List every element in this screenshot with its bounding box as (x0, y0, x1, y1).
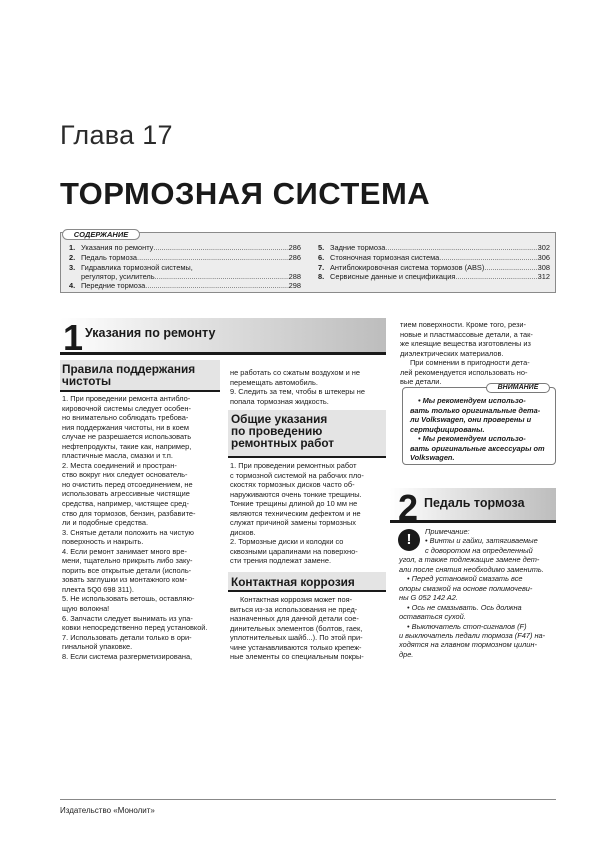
toc-num: 6. (318, 253, 325, 262)
text-line: скостях тормозных дисков часто об- (230, 480, 355, 490)
text-line: вать оригинальные аксессуары от (410, 443, 545, 453)
text-line: ли Volkswagen, они проверены и (410, 415, 532, 424)
text-line: чине устанавливаются только крепеж- (230, 642, 362, 652)
toc-leader (439, 253, 537, 263)
toc-leader (385, 243, 537, 253)
toc-item[interactable] (318, 272, 550, 282)
text-line: Тонкие трещины длиной до 10 мм не (230, 499, 358, 509)
toc-num: 4. (69, 281, 76, 290)
toc-num: 8. (318, 272, 325, 281)
text-line: щую волокна! (62, 604, 110, 614)
text-line: Примечание: (425, 527, 470, 536)
toc-item[interactable] (69, 243, 301, 253)
text-line: кировочной системы следует особен- (62, 403, 191, 413)
text-line: Volkswagen. (410, 453, 455, 462)
toc-leader (145, 281, 288, 291)
subheading-rule (228, 590, 386, 592)
text-line: с тормозной системой на рабочих пло- (230, 470, 364, 480)
column-2-top-text (230, 368, 386, 406)
text-line: 2. Тормозные диски и колодки со (230, 537, 344, 547)
text-line: ны G 052 142 A2. (399, 593, 458, 603)
toc-title: регулятор, усилитель (81, 272, 155, 281)
text-line: 2. Места соединений и простран- (62, 460, 177, 470)
page-title: ТОРМОЗНАЯ СИСТЕМА (60, 176, 431, 211)
subheading-rule (60, 390, 220, 392)
text-line: • Ось не смазывать. Ось должна (407, 602, 522, 612)
text-line: сертифицированы. (410, 424, 485, 434)
text-line: поверхность и накрыть. (62, 537, 144, 547)
text-line: оставаться сухой. (399, 612, 466, 622)
toc-num: 5. (318, 243, 325, 252)
text-line: • Винты и гайки, затягиваемые (425, 536, 538, 546)
text-line: 9. Следить за тем, чтобы в штекеры не (230, 387, 365, 397)
toc-page: 288 (288, 272, 301, 281)
text-line: 5. Не использовать ветошь, оставляю- (62, 594, 195, 604)
toc-badge: СОДЕРЖАНИЕ (62, 229, 140, 240)
text-line: ство вокруг них следует основатель- (62, 470, 188, 480)
toc-num: 3. (69, 263, 76, 272)
section-2-title: Педаль тормоза (424, 496, 525, 510)
text-line: 1. При проведении ремонта антибло- (62, 394, 191, 403)
text-line: • Мы рекомендуем использо- (418, 434, 526, 443)
toc-item[interactable] (69, 253, 301, 263)
section-2-number: 2 (398, 487, 419, 528)
toc-leader (455, 272, 537, 282)
text-line: 3. Снятые детали положить на чистую (62, 527, 194, 537)
text-line: не работать со сжатым воздухом и не (230, 368, 360, 377)
text-line: Контактная коррозия может поя- (240, 595, 353, 604)
text-line: уплотнительных шайб...). По этой при- (230, 633, 363, 643)
text-line: и выключатель педали тормоза (F47) на- (399, 630, 546, 640)
text-line: зовать заглушки из монтажного ком- (62, 575, 187, 585)
text-line: ли и подобные средства. (62, 518, 148, 528)
toc-title: Указания по ремонту (81, 243, 154, 252)
toc-title: Сервисные данные и спецификация (330, 272, 456, 281)
text-line: с доворотом на определенный (425, 545, 533, 555)
text-line: использовать агрессивные чистящие (62, 489, 190, 499)
toc-page: 298 (288, 281, 301, 290)
text-line: дисков. (230, 527, 256, 537)
toc-item[interactable] (318, 253, 550, 263)
subheading-line: Правила поддержания (62, 362, 196, 376)
toc-title: Гидравлика тормозной системы, (81, 263, 193, 272)
text-line: ные элементы со специальным покры- (230, 652, 364, 662)
toc-num: 2. (69, 253, 76, 262)
toc-num: 1. (69, 243, 76, 252)
text-line: сквозными царапинами на поверхно- (230, 546, 358, 556)
chapter-label: Глава 17 (60, 120, 173, 150)
text-line: • Мы рекомендуем использо- (418, 396, 526, 405)
toc-page: 312 (537, 272, 550, 281)
attention-text (410, 396, 552, 463)
text-line: • Выключатель стоп-сигналов (F) (407, 621, 527, 631)
text-line: ходятся на главном тормозном цилин- (399, 640, 537, 650)
text-line: виться из-за использования не пред- (230, 604, 358, 614)
text-line: динительных элементов (болтов, гаек, (230, 623, 363, 633)
text-line: 6. Запчасти следует вынимать из упа- (62, 613, 193, 623)
text-line: лей рекомендуется использовать но- (400, 367, 528, 377)
text-line: попала тормозная жидкость. (230, 396, 329, 406)
toc-title: Передние тормоза (81, 281, 146, 290)
text-line: случае не разрешается использовать (62, 432, 192, 442)
section-1-number: 1 (63, 317, 84, 358)
text-line: сти трения подлежат замене. (230, 556, 332, 566)
column-3-top-text (400, 320, 556, 387)
subheading-line: по проведению (231, 424, 323, 438)
toc-page: 286 (288, 253, 301, 262)
text-line: 8. Если система разгерметизирована, (62, 651, 193, 661)
text-line: 1. При проведении ремонтных работ (230, 461, 357, 470)
subheading-line: ремонтных работ (231, 436, 335, 450)
text-line: но внимательно соблюдать требова- (62, 413, 189, 423)
section-1-title: Указания по ремонту (85, 326, 216, 340)
text-line: но очистить перед отсоединением, не (62, 479, 193, 489)
text-line: вать только оригинальные дета- (410, 405, 541, 415)
text-line: ния поддержания чистоты, ни в коем (62, 422, 189, 432)
text-line: тием поверхности. Кроме того, рези- (400, 320, 527, 329)
subheading-cleanliness (62, 363, 195, 387)
text-line: опоры смазкой на основе полимочеви- (399, 583, 533, 593)
text-line: новые и пластмассовые детали, а так- (400, 329, 533, 339)
text-line: 4. Если ремонт занимает много вре- (62, 546, 187, 556)
attention-badge: ВНИМАНИЕ (486, 383, 550, 393)
text-line: ство для тормозов, бензин, разбавите- (62, 508, 196, 518)
toc-title: Стояночная тормозная система (330, 253, 440, 262)
text-line: вые детали. (400, 377, 442, 387)
toc-title: Педаль тормоза (81, 253, 138, 262)
toc-num: 7. (318, 263, 325, 272)
column-1-text (62, 394, 220, 661)
text-line: нефтепродукты, такие как, например, (62, 441, 192, 451)
warning-icon: ! (398, 529, 420, 551)
text-line: али после снятия необходимо заменить. (399, 564, 544, 574)
text-line: служат причиной замены тормозных (230, 518, 356, 528)
subheading-rule (228, 456, 386, 458)
column-2-bottom-text (230, 595, 386, 662)
subheading-line: чистоты (62, 374, 112, 388)
toc-leader (153, 243, 288, 253)
text-line: плекта 5Q0 698 311). (62, 584, 134, 594)
text-line: ковки непосредственно перед установкой. (62, 623, 208, 633)
text-line: порить все открытые детали (исполь- (62, 565, 192, 575)
toc-page: 302 (537, 243, 550, 252)
text-line: • Перед установкой смазать все (407, 574, 523, 584)
toc-page: 286 (288, 243, 301, 252)
toc-title: Антиблокировочная система тормозов (ABS) (330, 263, 485, 272)
subheading-line: Общие указания (231, 412, 328, 426)
text-line: назначенных для данной детали сое- (230, 614, 359, 624)
subheading-general (231, 413, 334, 449)
text-line: мени, тщательно прикрыть либо заку- (62, 556, 193, 566)
footer-rule (60, 799, 556, 800)
text-line: наруживаются очень тонкие трещины. (230, 489, 362, 499)
toc-item[interactable] (69, 281, 301, 291)
text-line: же клеящие вещества изготовлены из (400, 339, 531, 349)
text-line: средства, например, чистящее сред- (62, 499, 189, 509)
text-line: дре. (399, 649, 414, 659)
subheading-corrosion: Контактная коррозия (231, 575, 355, 589)
text-line: диэлектрических материалов. (400, 348, 504, 358)
toc-page: 308 (537, 263, 550, 272)
toc-leader (137, 253, 289, 263)
section-2-note (399, 527, 555, 659)
toc-page: 306 (537, 253, 550, 262)
toc-item[interactable] (318, 243, 550, 253)
column-2-mid-text (230, 461, 386, 566)
text-line: гинальной упаковке. (62, 642, 133, 652)
footer-publisher: Издательство «Монолит» (60, 806, 155, 815)
text-line: пластичные масла, смазки и т.п. (62, 451, 173, 461)
text-line: При сомнении в пригодности дета- (410, 358, 530, 368)
text-line: 7. Использовать детали только в ори- (62, 632, 192, 642)
text-line: являются техническим дефектом и не (230, 508, 361, 518)
toc-title: Задние тормоза (330, 243, 386, 252)
text-line: угол, а также подлежащие замене дет- (399, 555, 540, 565)
text-line: перемещать автомобиль. (230, 377, 318, 387)
